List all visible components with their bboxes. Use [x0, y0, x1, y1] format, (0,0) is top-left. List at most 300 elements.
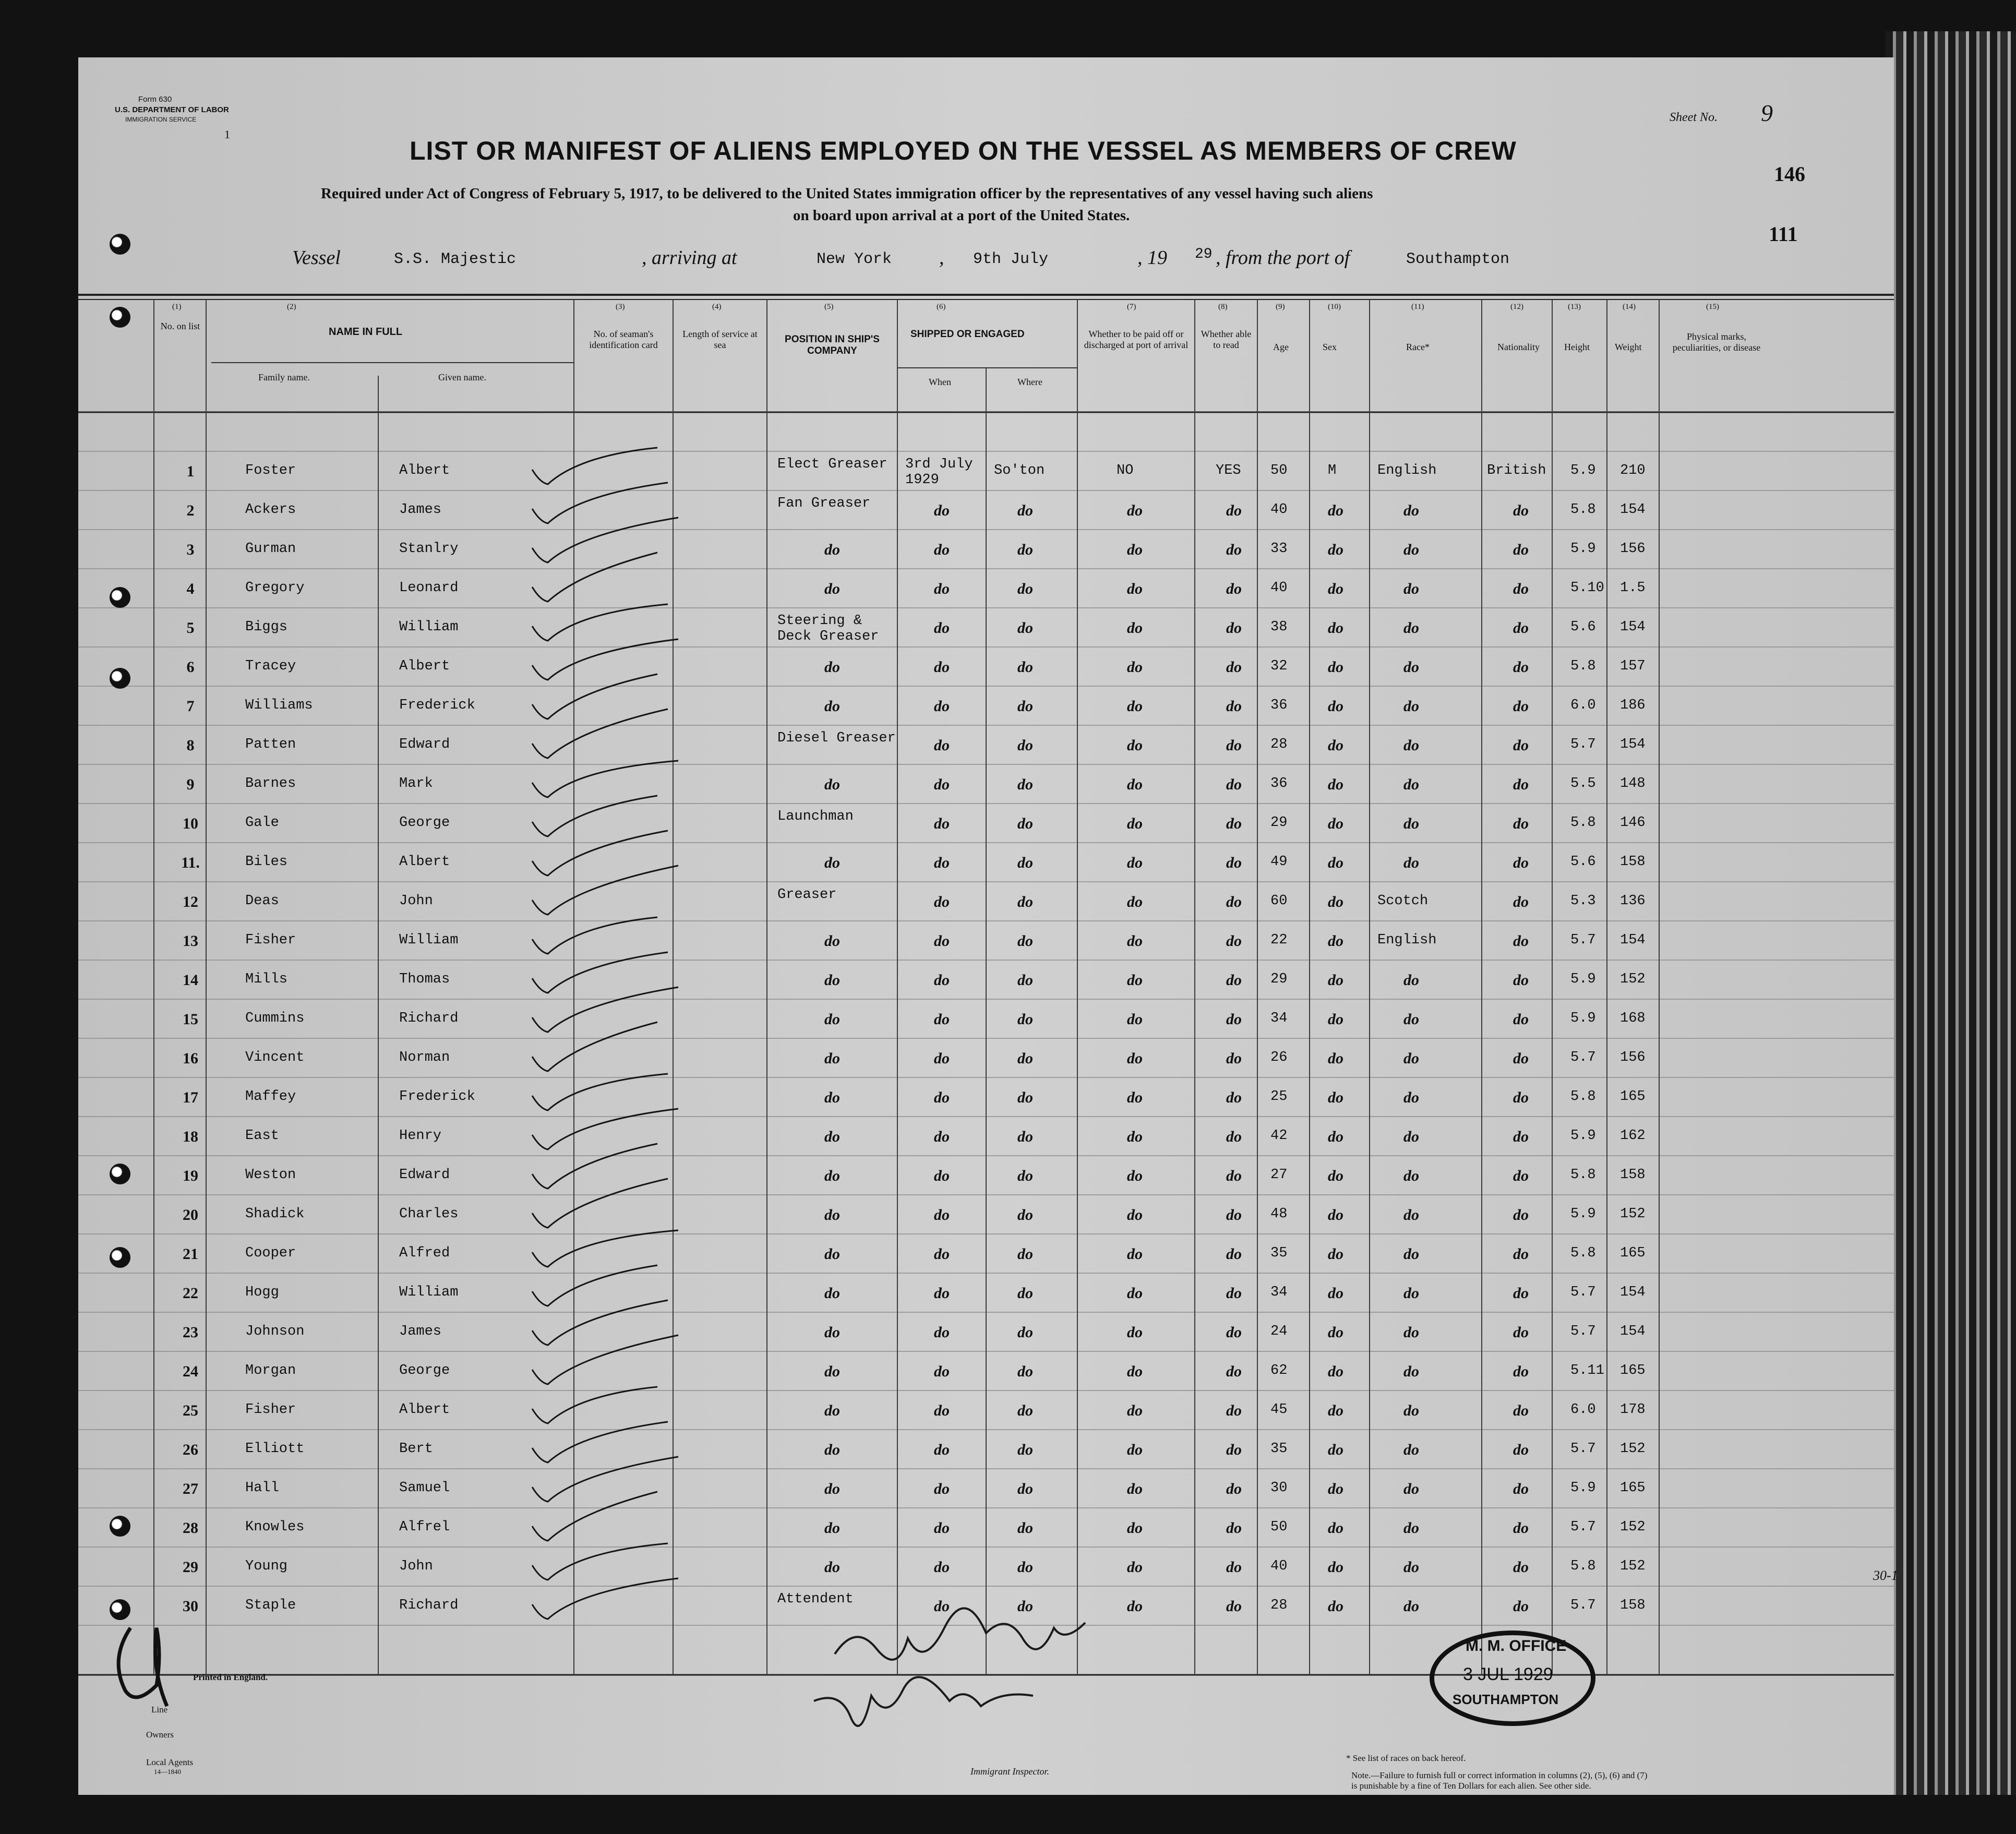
ditto-mark: do — [1513, 1050, 1529, 1067]
ditto-mark: do — [1328, 1128, 1343, 1145]
ditto-mark: do — [934, 1363, 950, 1380]
ditto-mark: do — [1127, 1598, 1143, 1615]
cell-height: 5.8 — [1570, 502, 1596, 518]
year-suffix: 29 — [1195, 246, 1213, 262]
ditto-mark: do — [1513, 698, 1529, 715]
ditto-mark: do — [1513, 1363, 1529, 1380]
ditto-mark: do — [1403, 541, 1419, 558]
ditto-mark: do — [1403, 1128, 1419, 1145]
check-mark — [532, 674, 657, 719]
ditto-mark: do — [1513, 932, 1529, 950]
ditto-mark: do — [934, 1559, 950, 1576]
ditto-mark: do — [824, 1324, 840, 1341]
ditto-mark: do — [1328, 541, 1343, 558]
check-mark — [532, 1335, 678, 1384]
ditto-mark: do — [1403, 1402, 1419, 1419]
cell-family: Mills — [245, 972, 288, 987]
cell-weight: 156 — [1620, 541, 1646, 557]
cell-age: 34 — [1270, 1011, 1288, 1026]
cell-given: John — [399, 893, 433, 909]
ditto-mark: do — [824, 1089, 840, 1106]
ditto-mark: do — [1226, 1363, 1242, 1380]
ditto-mark: do — [1513, 893, 1529, 910]
cell-height: 5.9 — [1570, 1011, 1596, 1026]
ditto-mark: do — [1127, 1480, 1143, 1497]
ditto-mark: do — [1328, 854, 1343, 871]
ditto-mark: do — [934, 1285, 950, 1302]
ditto-mark: do — [1017, 1245, 1033, 1263]
ditto-mark: do — [934, 1480, 950, 1497]
ditto-mark: do — [1403, 1206, 1419, 1224]
ditto-mark: do — [824, 1363, 840, 1380]
ditto-mark: do — [934, 737, 950, 754]
ditto-mark: do — [1226, 1245, 1242, 1263]
cell-family: Barnes — [245, 776, 296, 792]
check-mark — [532, 1422, 668, 1463]
cell-weight: 165 — [1620, 1245, 1646, 1261]
ditto-mark: do — [1403, 1050, 1419, 1067]
ditto-mark: do — [1017, 1285, 1033, 1302]
check-mark — [532, 709, 668, 758]
cell-weight: 154 — [1620, 619, 1646, 635]
cell-given: Henry — [399, 1128, 442, 1144]
header-position: POSITION IN SHIP'S COMPANY — [785, 334, 880, 356]
ditto-mark: do — [934, 1324, 950, 1341]
signature-strokes — [814, 1608, 1085, 1726]
cell-family: Vincent — [245, 1050, 305, 1065]
cell-no: 1 — [186, 463, 195, 480]
cell-family: Biggs — [245, 619, 288, 635]
ditto-mark: do — [1403, 776, 1419, 793]
ditto-mark: do — [1017, 580, 1033, 597]
ditto-mark: do — [1403, 698, 1419, 715]
cell-weight: 146 — [1620, 815, 1646, 831]
ditto-mark: do — [1226, 502, 1242, 519]
column-number: (5) — [824, 303, 834, 311]
ditto-mark: do — [1127, 932, 1143, 950]
cell-given: Charles — [399, 1206, 459, 1222]
department-label: U.S. DEPARTMENT OF LABOR — [115, 105, 229, 114]
cell-height: 5.7 — [1570, 1519, 1596, 1535]
cell-height: 5.9 — [1570, 1480, 1596, 1496]
cell-weight: 152 — [1620, 1519, 1646, 1535]
form-subtitle-line1: Required under Act of Congress of February 5, 1917, to be delivered to the United States immigration officer by the representatives of any vessel having such aliens — [321, 185, 1373, 202]
ditto-mark: do — [934, 1402, 950, 1419]
cell-weight: 152 — [1620, 1559, 1646, 1574]
cell-weight: 154 — [1620, 502, 1646, 518]
ditto-mark: do — [1403, 1519, 1419, 1537]
ditto-mark: do — [824, 932, 840, 950]
ditto-mark: do — [1328, 1441, 1343, 1458]
cell-when: 3rd July 1929 — [905, 457, 973, 488]
cell-weight: 1.5 — [1620, 580, 1646, 596]
ditto-mark: do — [1403, 1480, 1419, 1497]
cell-position: Greaser — [777, 887, 837, 903]
column-number: (1) — [172, 303, 182, 311]
footer-line-label: Line — [151, 1705, 168, 1715]
cell-family: Shadick — [245, 1206, 305, 1222]
ditto-mark: do — [1127, 619, 1143, 637]
check-mark — [532, 1457, 678, 1502]
cell-given: George — [399, 1363, 450, 1379]
ditto-mark: do — [1226, 580, 1242, 597]
ditto-mark: do — [1226, 1598, 1242, 1615]
ditto-mark: do — [1226, 1402, 1242, 1419]
ditto-mark: do — [934, 854, 950, 871]
departure-port: Southampton — [1406, 250, 1510, 268]
ditto-mark: do — [1513, 1402, 1529, 1419]
cell-no: 21 — [183, 1245, 198, 1263]
binder-hole — [110, 1164, 130, 1184]
header-given-name: Given name. — [438, 372, 486, 382]
cell-height: 5.8 — [1570, 658, 1596, 674]
cell-age: 42 — [1270, 1128, 1288, 1144]
header-id-card: No. of seaman's identification card — [589, 329, 658, 350]
cell-age: 50 — [1270, 463, 1288, 478]
service-label: IMMIGRATION SERVICE — [125, 116, 197, 123]
ditto-mark: do — [1017, 502, 1033, 519]
cell-height: 5.8 — [1570, 1089, 1596, 1105]
check-mark — [532, 1144, 657, 1189]
cell-family: Tracey — [245, 658, 296, 674]
ditto-mark: do — [1017, 1441, 1033, 1458]
check-mark — [532, 866, 678, 915]
cell-no: 12 — [183, 893, 198, 910]
cell-weight: 165 — [1620, 1480, 1646, 1496]
ditto-mark: do — [1127, 1089, 1143, 1106]
header-length-of-service: Length of service at sea — [682, 329, 758, 350]
cell-position: Launchman — [777, 809, 854, 824]
cell-race: English — [1377, 463, 1437, 478]
column-number: (15) — [1706, 303, 1719, 311]
ditto-mark: do — [824, 1128, 840, 1145]
ditto-mark: do — [1226, 1206, 1242, 1224]
cell-family: Deas — [245, 893, 279, 909]
ditto-mark: do — [1513, 854, 1529, 871]
ditto-mark: do — [1017, 1128, 1033, 1145]
cell-no: 28 — [183, 1519, 198, 1537]
cell-age: 27 — [1270, 1167, 1288, 1183]
ditto-mark: do — [1513, 1598, 1529, 1615]
cell-no: 9 — [186, 776, 195, 793]
ditto-mark: do — [1127, 1206, 1143, 1224]
binder-hole — [110, 234, 130, 255]
cell-given: Samuel — [399, 1480, 450, 1496]
header-name-in-full: NAME IN FULL — [329, 326, 403, 338]
ditto-mark: do — [1513, 1324, 1529, 1341]
ditto-mark: do — [1127, 541, 1143, 558]
cell-height: 5.7 — [1570, 1441, 1596, 1457]
cell-age: 50 — [1270, 1519, 1288, 1535]
ditto-mark: do — [1127, 815, 1143, 832]
ditto-mark: do — [1513, 737, 1529, 754]
cell-weight: 154 — [1620, 1324, 1646, 1339]
cell-given: Richard — [399, 1598, 459, 1613]
cell-height: 5.7 — [1570, 1598, 1596, 1613]
cell-given: Albert — [399, 463, 450, 478]
cell-family: Staple — [245, 1598, 296, 1613]
ditto-mark: do — [824, 658, 840, 676]
cell-age: 25 — [1270, 1089, 1288, 1105]
column-number: (6) — [937, 303, 946, 311]
ditto-mark: do — [1328, 658, 1343, 676]
cell-given: Edward — [399, 1167, 450, 1183]
ditto-mark: do — [1403, 1598, 1419, 1615]
cell-sex: M — [1328, 463, 1337, 478]
ditto-mark: do — [1226, 1167, 1242, 1184]
cell-weight: 210 — [1620, 463, 1646, 478]
ditto-mark: do — [824, 580, 840, 597]
cell-no: 14 — [183, 972, 198, 989]
check-mark — [532, 1230, 678, 1267]
column-number: (14) — [1623, 303, 1636, 311]
ditto-mark: do — [1328, 1206, 1343, 1224]
cell-given: Norman — [399, 1050, 450, 1065]
cell-family: Young — [245, 1559, 288, 1574]
ditto-mark: do — [934, 1206, 950, 1224]
ditto-mark: do — [1403, 619, 1419, 637]
vessel-label: Vessel — [292, 247, 341, 269]
ditto-mark: do — [1127, 658, 1143, 676]
ditto-mark: do — [824, 1285, 840, 1302]
cell-family: Patten — [245, 737, 296, 752]
ditto-mark: do — [1403, 658, 1419, 676]
cell-no: 3 — [186, 541, 195, 558]
ditto-mark: do — [1328, 1050, 1343, 1067]
ditto-mark: do — [1513, 541, 1529, 558]
cell-height: 5.7 — [1570, 737, 1596, 752]
ditto-mark: do — [1328, 1519, 1343, 1537]
ditto-mark: do — [824, 1050, 840, 1067]
ditto-mark: do — [1513, 972, 1529, 989]
footer-owners-label: Owners — [146, 1730, 174, 1740]
ditto-mark: do — [1226, 1480, 1242, 1497]
ditto-mark: do — [1017, 619, 1033, 637]
header-sex: Sex — [1323, 342, 1337, 352]
ditto-mark: do — [1513, 815, 1529, 832]
cell-given: Richard — [399, 1011, 459, 1026]
ditto-mark: do — [1017, 698, 1033, 715]
cell-no: 29 — [183, 1559, 198, 1576]
cell-family: Elliott — [245, 1441, 305, 1457]
ditto-mark: do — [824, 776, 840, 793]
cell-family: Hogg — [245, 1285, 279, 1300]
ditto-mark: do — [1226, 776, 1242, 793]
ditto-mark: do — [1328, 1089, 1343, 1106]
ditto-mark: do — [1127, 893, 1143, 910]
cell-height: 5.8 — [1570, 1245, 1596, 1261]
ditto-mark: do — [1403, 1441, 1419, 1458]
sheet-number: 9 — [1761, 100, 1773, 126]
ditto-mark: do — [824, 1559, 840, 1576]
cell-position: Elect Greaser — [777, 457, 887, 472]
ditto-mark: do — [1328, 580, 1343, 597]
cell-height: 5.7 — [1570, 1285, 1596, 1300]
ditto-mark: do — [1226, 1128, 1242, 1145]
cell-no: 7 — [186, 698, 195, 715]
ditto-mark: do — [1017, 737, 1033, 754]
ditto-mark: do — [1017, 1050, 1033, 1067]
cell-given: James — [399, 1324, 442, 1339]
ditto-mark: do — [1017, 1324, 1033, 1341]
printed-in-england: Printed in England. — [193, 1672, 268, 1682]
ditto-mark: do — [1226, 619, 1242, 637]
ditto-mark: do — [1017, 972, 1033, 989]
cell-height: 5.9 — [1570, 972, 1596, 987]
ditto-mark: do — [1017, 1598, 1033, 1615]
check-mark — [532, 483, 668, 523]
cell-height: 5.6 — [1570, 619, 1596, 635]
form-title: LIST OR MANIFEST OF ALIENS EMPLOYED ON THE VESSEL AS MEMBERS OF CREW — [410, 136, 1517, 165]
stamp-date: 3 JUL 1929 — [1463, 1664, 1553, 1684]
header-shipped-or-engaged: SHIPPED OR ENGAGED — [910, 329, 1025, 340]
ditto-mark: do — [1403, 1089, 1419, 1106]
cell-given: Stanlry — [399, 541, 459, 557]
column-number: (12) — [1510, 303, 1523, 311]
cell-no: 10 — [183, 815, 198, 832]
ditto-mark: do — [1017, 541, 1033, 558]
cell-age: 28 — [1270, 737, 1288, 752]
ditto-mark: do — [1226, 1011, 1242, 1028]
cell-position: Diesel Greaser — [777, 730, 896, 746]
ditto-mark: do — [1226, 737, 1242, 754]
cell-no: 22 — [183, 1285, 198, 1302]
cell-family: Williams — [245, 698, 313, 713]
ditto-mark: do — [1513, 1245, 1529, 1263]
footer-agents-code: 14—1840 — [154, 1768, 181, 1776]
cell-no: 6 — [186, 658, 195, 676]
ditto-mark: do — [1017, 1519, 1033, 1537]
cell-height: 5.3 — [1570, 893, 1596, 909]
ditto-mark: do — [934, 1089, 950, 1106]
cell-height: 5.9 — [1570, 463, 1596, 478]
cell-no: 19 — [183, 1167, 198, 1184]
penalty-note-line1: Note.—Failure to furnish full or correct information in columns (2), (5), (6) and (7) — [1351, 1770, 1648, 1780]
cell-given: James — [399, 502, 442, 518]
ditto-mark: do — [1403, 1167, 1419, 1184]
ditto-mark: do — [1328, 619, 1343, 637]
cell-age: 34 — [1270, 1285, 1288, 1300]
cell-family: Maffey — [245, 1089, 296, 1105]
ditto-mark: do — [934, 815, 950, 832]
margin-mark: 1 — [224, 128, 230, 141]
cell-race: Scotch — [1377, 893, 1429, 909]
footer-agents-label: Local Agents — [146, 1757, 194, 1767]
ditto-mark: do — [1127, 502, 1143, 519]
cell-given: Albert — [399, 658, 450, 674]
ditto-mark: do — [1513, 1480, 1529, 1497]
cell-weight: 168 — [1620, 1011, 1646, 1026]
ditto-mark: do — [1226, 1519, 1242, 1537]
cell-given: Frederick — [399, 698, 475, 713]
column-number: (3) — [616, 303, 625, 311]
ditto-mark: do — [1328, 1363, 1343, 1380]
ditto-mark: do — [1513, 1441, 1529, 1458]
ditto-mark: do — [1513, 1089, 1529, 1106]
cell-age: 40 — [1270, 502, 1288, 518]
ditto-mark: do — [1226, 1089, 1242, 1106]
cell-no: 2 — [186, 502, 195, 519]
header-family-name: Family name. — [258, 372, 310, 382]
cell-weight: 152 — [1620, 1441, 1646, 1457]
cell-no: 13 — [183, 932, 198, 950]
ditto-mark: do — [1127, 1285, 1143, 1302]
cell-no: 26 — [183, 1441, 198, 1458]
cell-given: Leonard — [399, 580, 459, 596]
ditto-mark: do — [934, 619, 950, 637]
ditto-mark: do — [1328, 1480, 1343, 1497]
ditto-mark: do — [824, 698, 840, 715]
immigrant-inspector-label: Immigrant Inspector. — [970, 1766, 1049, 1777]
ditto-mark: do — [1226, 698, 1242, 715]
cell-family: Fisher — [245, 1402, 296, 1418]
header-age: Age — [1273, 342, 1289, 352]
check-mark — [532, 1578, 678, 1619]
check-mark — [532, 1179, 668, 1228]
check-mark — [532, 952, 668, 993]
ditto-mark: do — [1328, 1324, 1343, 1341]
ditto-mark: do — [1127, 1050, 1143, 1067]
ditto-mark: do — [1017, 815, 1033, 832]
ditto-mark: do — [824, 1011, 840, 1028]
cell-weight: 158 — [1620, 854, 1646, 870]
cell-given: Alfrel — [399, 1519, 450, 1535]
cell-height: 5.5 — [1570, 776, 1596, 792]
vessel-name: S.S. Majestic — [394, 250, 517, 268]
header-no-on-list: No. on list — [160, 321, 200, 331]
cell-no: 20 — [183, 1206, 198, 1224]
ditto-mark: do — [1328, 1402, 1343, 1419]
ditto-mark: do — [1513, 658, 1529, 676]
ditto-mark: do — [1127, 698, 1143, 715]
cell-family: Gurman — [245, 541, 296, 557]
header-where: Where — [1017, 377, 1042, 387]
cell-weight: 162 — [1620, 1128, 1646, 1144]
cell-weight: 158 — [1620, 1167, 1646, 1183]
cell-family: Cummins — [245, 1011, 305, 1026]
ditto-mark: do — [1403, 737, 1419, 754]
ditto-mark: do — [1328, 1285, 1343, 1302]
ditto-mark: do — [1513, 580, 1529, 597]
ditto-mark: do — [934, 1441, 950, 1458]
ditto-mark: do — [1226, 972, 1242, 989]
ditto-mark: do — [1403, 502, 1419, 519]
ditto-mark: do — [1127, 854, 1143, 871]
ditto-mark: do — [824, 1402, 840, 1419]
cell-given: Albert — [399, 1402, 450, 1418]
binder-hole — [110, 668, 130, 689]
header-race: Race* — [1406, 342, 1430, 352]
cell-height: 5.7 — [1570, 932, 1596, 948]
cell-age: 60 — [1270, 893, 1288, 909]
check-mark — [532, 761, 678, 797]
ditto-mark: do — [934, 1519, 950, 1537]
binder-hole — [110, 1247, 130, 1268]
cell-weight: 154 — [1620, 1285, 1646, 1300]
manifest-sheet: Form 630 U.S. DEPARTMENT OF LABOR IMMIGRATION SERVICE 1 Sheet No. 9 146 111 LIST OR MANIFEST OF ALIENS EMPLOYED ON THE VESSEL AS MEMBERS OF CREW Required under Act of Congress of February 5, 1917, to be delivered to the United States immigration officer by the representatives of any vessel having such aliens on board upon arrival at a port of the United States. Vessel S.S. Majestic , arriving at New York , 9th July , 19 29 , from the port of Southampton (1) (2) (3) (4) (5) (6) (7) (8) (9) (10) (11) (12) (13) (14) (15) No. on list NAME IN FULL Family name. Given name. No. of seaman's identification card Length of service at sea POSITION IN SHIP'S COMPANY SHIPPED OR ENGAGED When Where Whether to be paid off or discharged at port of arrival Whether able to read Age Sex Race* Nationality Height Weight Physical marks, peculiarities, or disease 1 Foster Albert Elect Greaser 3rd July 1929 So'ton NO YES 50 M English British 5.9 210 2 Ackers James Fan Greaser do do do do 40 do do do 5.8 154 3 Gurman Stanlry do do do do do 33 do do do 5.9 156 4 Gregory Leonard do do do do do 40 do do do 5.10 1.5 5 Biggs William Steering & Deck Greaser do do do do 38 do do do 5.6 154 6 Tracey Albert do do do do do 32 do do do 5.8 157 7 Williams Frederick do do do do do 36 do do do 6.0 186 8 Patten Edward Diesel Greaser do do do do 28 do do do 5.7 154 9 Barnes Mark do do do do do 36 do do do 5.5 148 10 Gale George Launchman do do do do 29 do do do 5.8 146 11. Biles Albert do do do do do 49 do do do 5.6 158 12 Deas John Greaser do do do do 60 do Scotch do 5.3 136 13 Fisher William do do do do do 22 do English do 5.7 154 14 Mills Thomas do do do do do 29 do do do 5.9 152 15 Cummins Richard do do do do do 34 do do do 5.9 168 16 Vincent Norman do do do do do 26 do do do 5.7 156 17 Maffey Frederick do do do do do 25 do do do 5.8 165 18 East Henry do do do do do 42 do do do 5.9 162 19 Weston Edward do do do do do 27 do do do 5.8 158 20 Shadick Charles do do do do do 48 do do do 5.9 152 21 Cooper Alfred do do do do do 35 do do do 5.8 165 22 Hogg William do do do do do 34 do do do 5.7 154 23 Johnson James do do do do do 24 do do do 5.7 154 24 Morgan George do do do do do 62 do do do 5.11 165 25 Fisher Albert do do do do do 45 do do do 6.0 178 26 Elliott Bert do do do do do 35 do do do 5.7 152 27 Hall Samuel do do do do do 30 do do do 5.9 165 28 Knowles Alfrel do do do do do 50 do do do 5.7 152 29 Young John do do do do do 40 do do do 5.8 152 30 Staple Richard Attendent do do do do 28 do do do 5.7 158 Printed in England. Line Owners Local Agents 14—1840 Immigrant Inspector. * See list of races on back hereof. Note.—Failure to furnish full or correct information in columns (2), (5), (6) and (7) is punishable by a fine of Ten Dollars for each alien. See other side. 30-1 M. M. OFFICE 3 JUL 1929 SOUTHAMPTON — [78, 57, 1894, 1795]
ditto-mark: do — [1513, 1559, 1529, 1576]
cell-family: Gale — [245, 815, 279, 831]
check-mark — [532, 604, 668, 641]
form-subtitle-line2: on board upon arrival at a port of the United States. — [793, 207, 1130, 224]
ditto-mark: do — [1403, 1285, 1419, 1302]
cell-family: Knowles — [245, 1519, 305, 1535]
cell-family: Weston — [245, 1167, 296, 1183]
ditto-mark: do — [1226, 1050, 1242, 1067]
ditto-mark: do — [934, 698, 950, 715]
column-number: (7) — [1127, 303, 1136, 311]
ditto-mark: do — [1017, 658, 1033, 676]
